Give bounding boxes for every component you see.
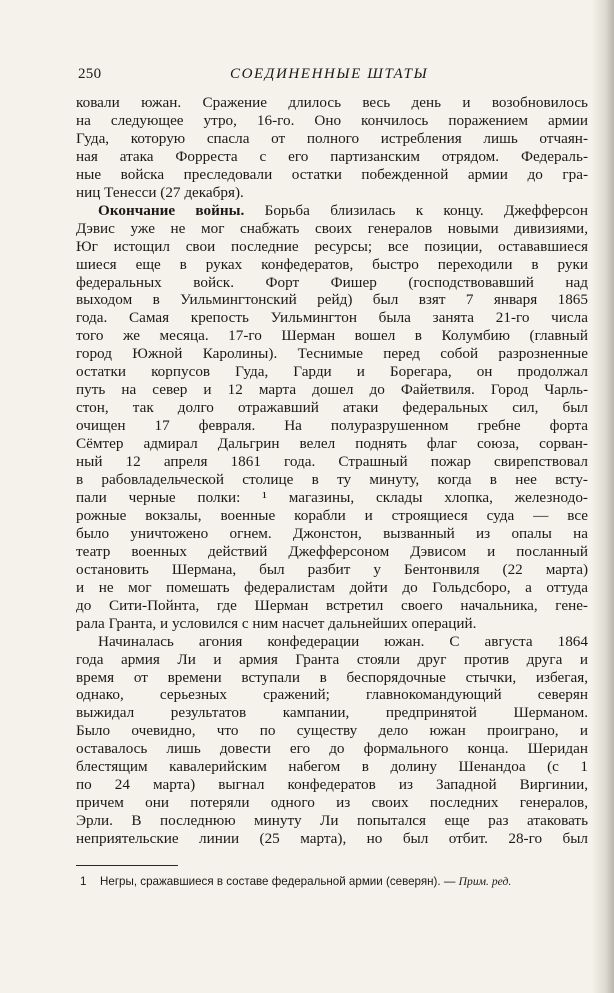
text-line: стон, так долго отражавший атаки федеральных сил, был xyxy=(76,399,588,417)
paragraph-2 xyxy=(76,202,588,633)
text-line: выходом в Уильмингтонский рейд) был взят 7 января 1865 xyxy=(76,291,588,309)
text-line: Начиналась агония конфедерации южан. С августа 1864 xyxy=(98,632,588,650)
text-line: ные войска преследовали остатки побежденной армии до гра- xyxy=(76,165,588,183)
text-line: рожные вокзалы, военные корабли и строящиеся суда — все xyxy=(76,506,588,524)
text-line: Юг истощил свои последние ресурсы; все позиции, остававшиеся xyxy=(76,237,588,255)
text-line: по 24 марта) выгнал конфедератов из Западной Виргинии, xyxy=(76,776,588,794)
footnote-rule xyxy=(76,865,178,866)
text-line: Гуда, которую спасла от полного истребления лишь отчаян- xyxy=(76,129,588,147)
text-line: путь на север и 12 марта дошел до Файетвиля. Город Чарль- xyxy=(76,381,588,399)
footnote-text: Негры, сражавшиеся в составе федеральной армии (северян). — xyxy=(100,875,456,888)
text-line: того же месяца. 17-го Шерман вошел в Колумбию (главный xyxy=(76,327,588,345)
text-line: оставалось лишь довести его до формального конца. Шеридан xyxy=(76,740,588,758)
text-line: Сёмтер адмирал Дальгрин велел поднять флаг союза, сорван- xyxy=(76,435,588,453)
text-line: выжидал результатов кампании, предпринятой Шерманом. xyxy=(76,704,588,722)
page-header xyxy=(78,66,590,88)
text-line: ный 12 апреля 1861 года. Страшный пожар свирепствовал xyxy=(76,453,588,471)
text-line: в рабовладельческой столице в ту минуту, когда в нее всту- xyxy=(76,471,588,489)
text-line: остановить Шермана, был разбит у Бентонвиля (22 марта) xyxy=(76,560,588,578)
text-line: ная атака Форреста с его партизанским отрядом. Федераль- xyxy=(76,147,588,165)
text-line: Дэвис уже не мог снабжать своих генералов новыми дивизиями, xyxy=(76,219,588,237)
footnote xyxy=(76,874,588,889)
text-line: очищен 17 февраля. На полуразрушенном гребне форта xyxy=(76,417,588,435)
text-line: было уничтожено огнем. Джонстон, вызванный из опалы на xyxy=(76,524,588,542)
section-heading: Окончание войны. xyxy=(98,201,245,219)
text-line: шиеся еще в руках конфедератов, быстро переходили в руки xyxy=(76,255,588,273)
text-line: ковали южан. Сражение длилось весь день и возобновилось xyxy=(76,94,588,111)
footnote-mark: 1 xyxy=(80,875,87,888)
text-line: на следующее утро, 16-го. Оно кончилось поражением армии xyxy=(76,111,588,129)
text-line: Эрли. В последнюю минуту Ли попытался еще раз атаковать xyxy=(76,812,588,830)
text-line: года армия Ли и армия Гранта стояли друг против друга и xyxy=(76,650,588,668)
paragraph-3 xyxy=(76,633,588,848)
text-line: рала Гранта, и условился с ним насчет дальнейших операций. xyxy=(76,614,477,632)
text-line: до Сити-Пойнта, где Шерман встретил своего начальника, гене- xyxy=(76,596,588,614)
page-number: 250 xyxy=(78,66,102,82)
text-fragment: Борьба близилась к концу. Джефферсон xyxy=(244,201,588,219)
text-line: года. Самая крепость Уильмингтон была занята 21-го числа xyxy=(76,309,588,327)
text-line: театр военных действий Джефферсоном Дэвисом и посланный xyxy=(76,542,588,560)
text-line: пали черные полки: ¹ магазины, склады хлопка, железнодо- xyxy=(76,488,588,506)
text-line: и не мог помешать федералистам дойти до Гольдсборо, а оттуда xyxy=(76,578,588,596)
text-line: однако, серьезных сражений; главнокомандующий северян xyxy=(76,686,588,704)
page-edge-shadow xyxy=(592,0,614,993)
text-line: город Южной Каролины). Теснимые перед собой разрозненные xyxy=(76,345,588,363)
text-line xyxy=(76,202,588,220)
text-line: причем они потеряли одного из своих последних генералов, xyxy=(76,794,588,812)
body-text xyxy=(76,94,588,848)
text-line: блестящим кавалерийским набегом в долину Шенандоа (с 1 xyxy=(76,758,588,776)
running-title: СОЕДИНЕННЫЕ ШТАТЫ xyxy=(230,66,429,82)
text-line: ниц Тенесси (27 декабря). xyxy=(76,183,244,201)
text-line: остатки корпусов Гуда, Гарди и Борегара, он продолжал xyxy=(76,363,588,381)
paragraph-1 xyxy=(76,94,588,202)
footnote-attribution: Прим. ред. xyxy=(458,875,512,888)
text-line: Было очевидно, что по существу дело южан проиграно, и xyxy=(76,722,588,740)
text-line: федеральных войск. Форт Фишер (господствовавший над xyxy=(76,273,588,291)
text-line: неприятельские линии (25 марта), но был отбит. 28-го был xyxy=(76,830,588,848)
text-line: время от времени вступали в беспорядочные стычки, избегая, xyxy=(76,668,588,686)
